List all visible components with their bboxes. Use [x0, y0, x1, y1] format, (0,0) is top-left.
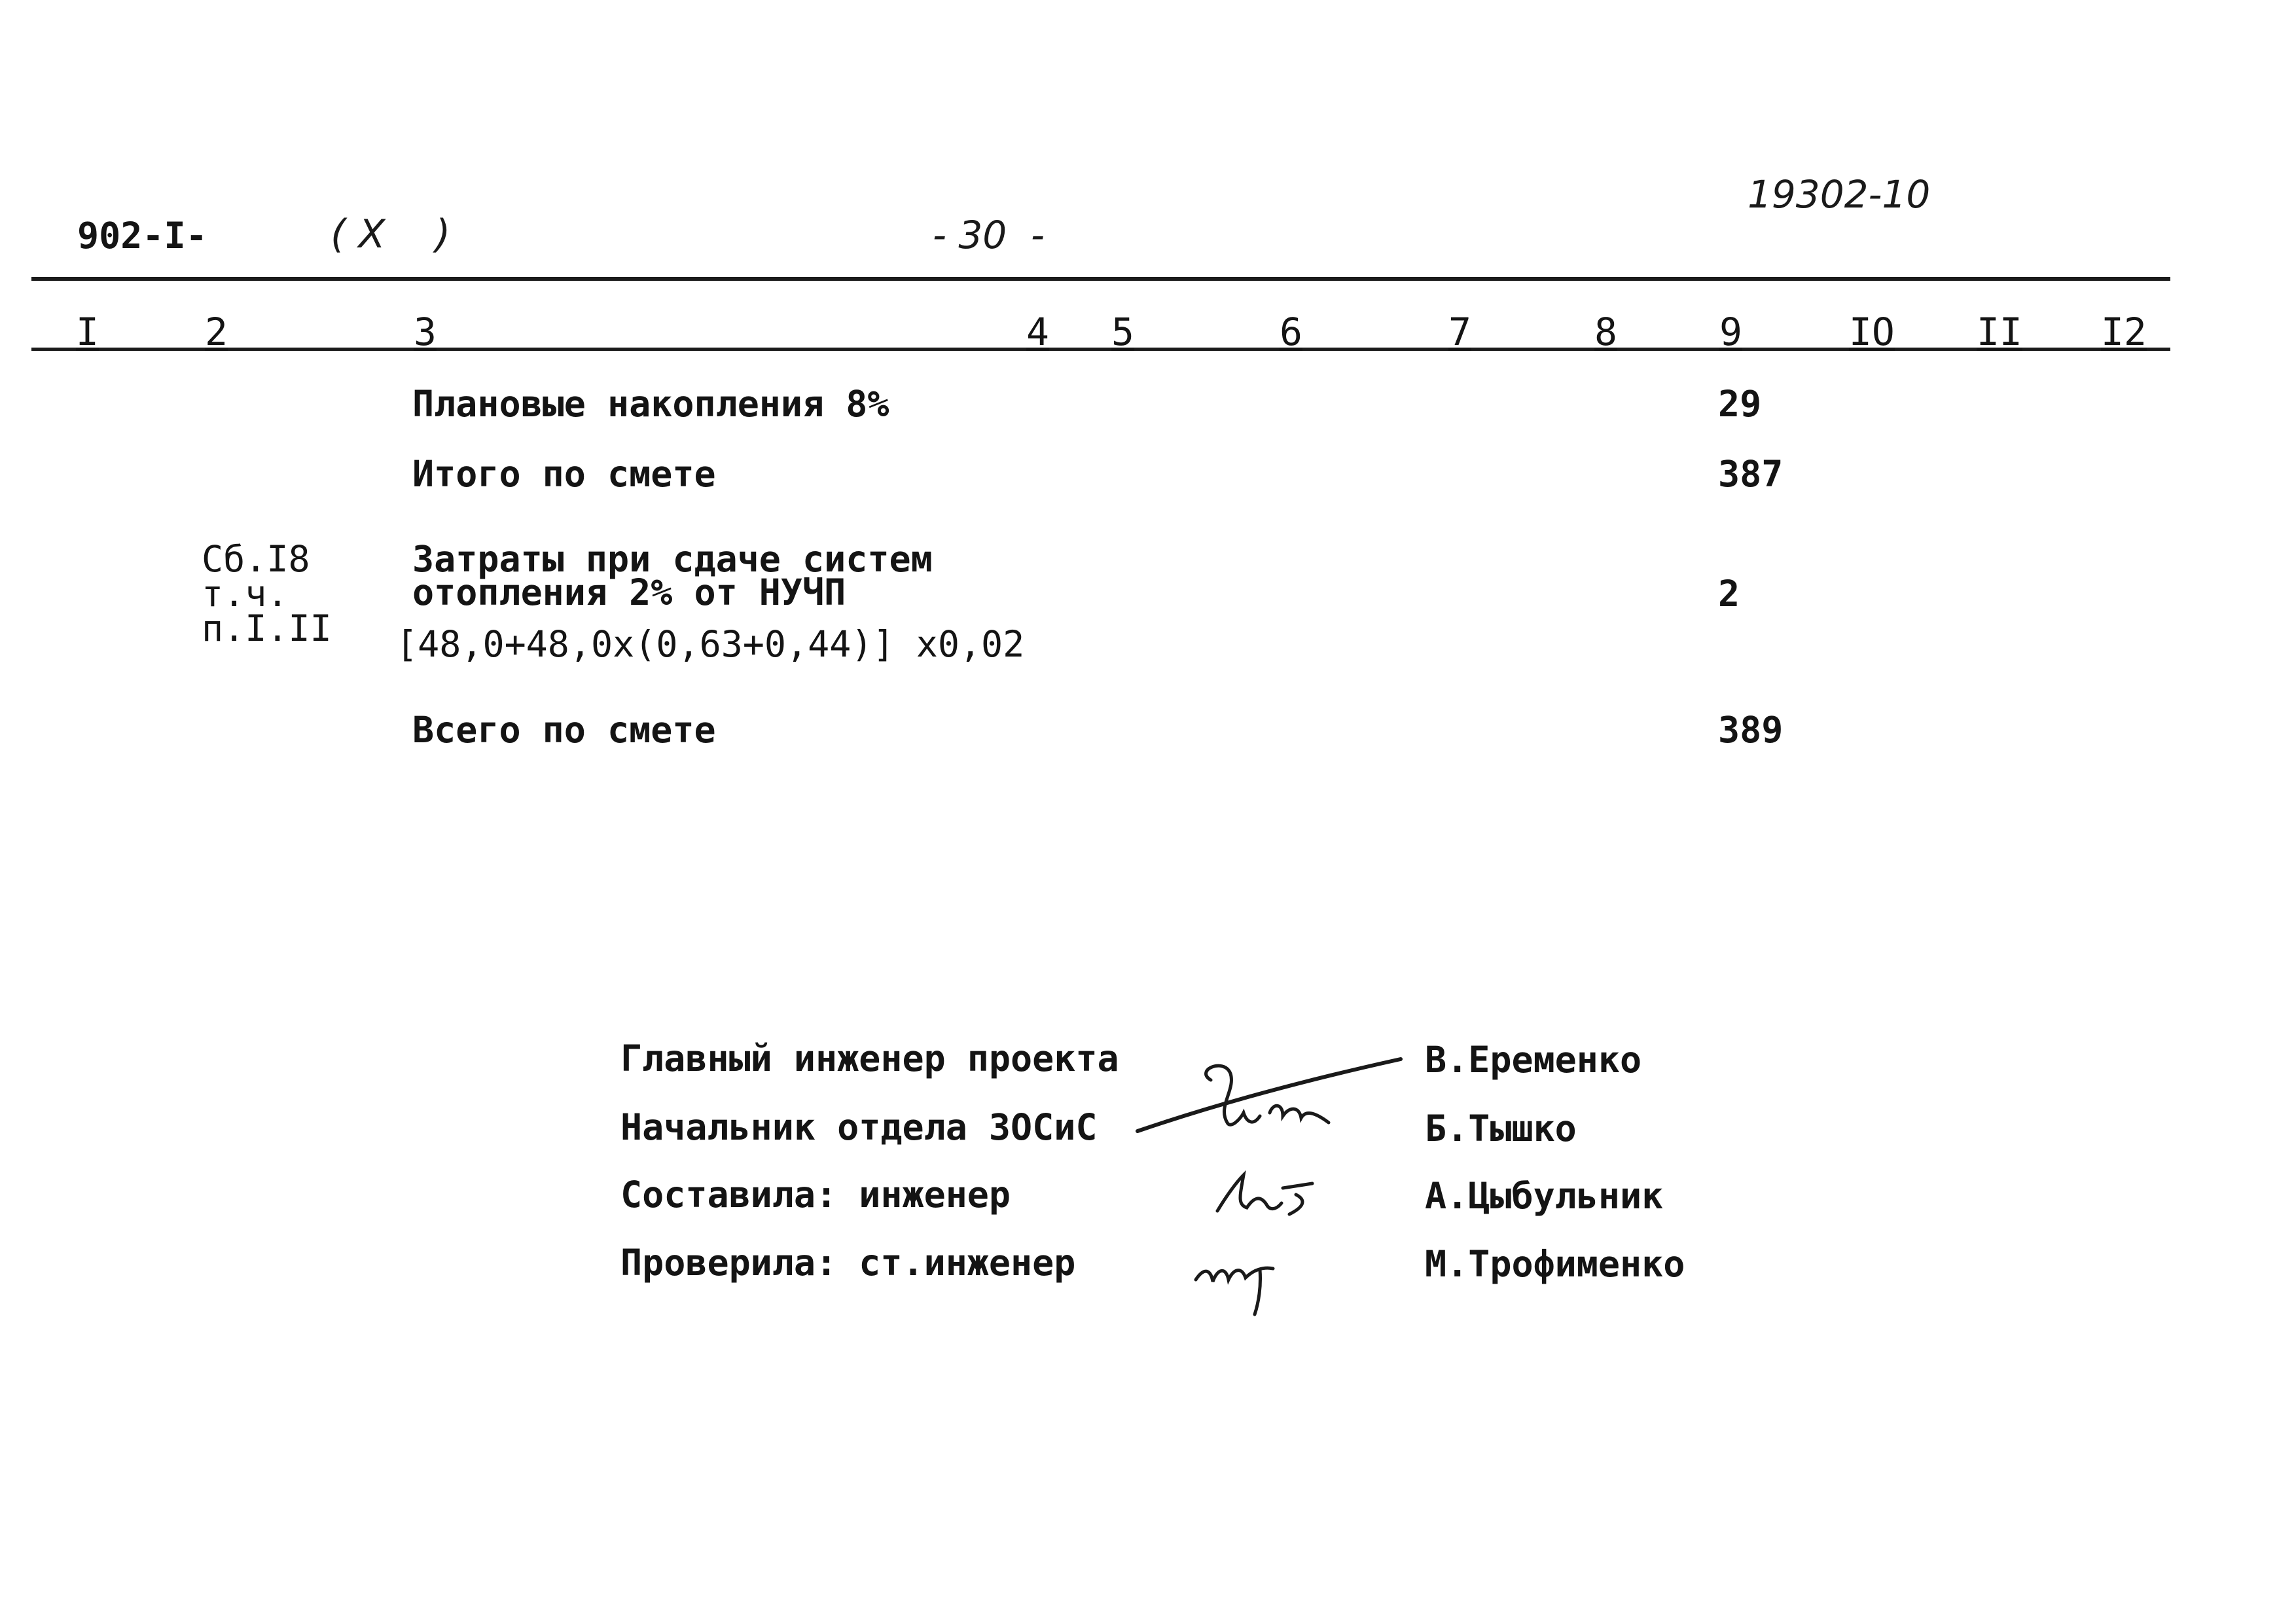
bracket-part: ( X ) — [331, 211, 451, 257]
reference-code: п.I.II — [202, 607, 332, 649]
archive-number: 19302-10 — [1748, 172, 1931, 217]
column-number: 9 — [1719, 310, 1742, 354]
top-rule — [31, 277, 2170, 281]
handwritten-signature — [1188, 1231, 1306, 1322]
row-value: 387 — [1718, 453, 1784, 495]
calculation-formula: [48,0+48,0x(0,63+0,44)] x0,02 — [396, 623, 1025, 665]
column-number: I2 — [2101, 310, 2147, 354]
signature-role: Проверила: ст.инженер — [620, 1242, 1076, 1284]
column-number: 2 — [205, 310, 228, 354]
handwritten-signature — [1204, 1159, 1335, 1231]
signatory-name: А.Цыбульник — [1425, 1175, 1664, 1217]
row-description: Затраты при сдаче систем — [412, 538, 933, 580]
signature-role: Главный инженер проекта — [620, 1038, 1119, 1079]
doc-code: 902-I- — [77, 215, 207, 257]
row-description: Всего по смете — [412, 709, 716, 751]
row-value: 29 — [1718, 383, 1762, 425]
row-value: 389 — [1718, 709, 1784, 751]
signature-role: Начальник отдела ЗОСиС — [620, 1106, 1098, 1148]
signatory-name: В.Еременко — [1425, 1039, 1642, 1081]
reference-code: Сб.I8 — [202, 538, 310, 580]
row-description: отопления 2% от НУЧП — [412, 571, 846, 613]
signatory-name: М.Трофименко — [1425, 1243, 1685, 1285]
column-number: 8 — [1594, 310, 1617, 354]
column-number: 4 — [1026, 310, 1049, 354]
column-number: 5 — [1111, 310, 1134, 354]
column-number: 7 — [1448, 310, 1471, 354]
column-number: II — [1977, 310, 2022, 354]
row-value: 2 — [1718, 573, 1740, 615]
column-number: 3 — [414, 310, 437, 354]
row-description: Итого по смете — [412, 453, 716, 495]
column-number: IO — [1849, 310, 1895, 354]
column-number: 6 — [1280, 310, 1302, 354]
signatory-name: Б.Тышко — [1425, 1108, 1577, 1149]
row-description: Плановые накопления 8% — [412, 383, 889, 425]
page-number: - 30 - — [933, 213, 1045, 257]
signature-role: Составила: инженер — [620, 1174, 1011, 1216]
column-number: I — [76, 310, 99, 354]
reference-code: т.ч. — [202, 573, 289, 615]
handwritten-signature — [1132, 1041, 1420, 1146]
